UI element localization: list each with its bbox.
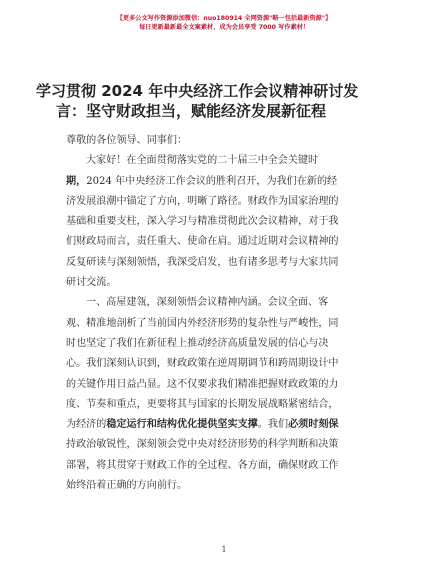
paragraph-2-line [66,415,382,435]
document-body [66,131,382,496]
paragraph-2-line: 时也坚定了我们在新征程上推动经济高质量发展的信心与决 [66,337,329,349]
paragraph-1-line: 基础和重要支柱，深入学习与精准贯彻此次会议精神，对于我 [66,216,339,228]
promo-banner [0,14,448,32]
paragraph-2-line: 的关键作用日益凸显。这不仅要求我们精准把握财政政策的力 [66,378,339,390]
paragraph-2-line: 持政治敏锐性，深刻领会党中央对经济形势的科学判断和决策 [66,439,339,451]
page-number: 1 [221,545,227,554]
paragraph-1-line: 大家好！在全面贯彻落实党的二十届三中全会关键时 [86,155,319,167]
document-title-line-1: 学习贯彻 2024 年中央经济工作会议精神研讨发 [36,82,359,100]
bold-text: 必须时刻保 [288,419,339,431]
paragraph-text: 。我们 [257,419,289,431]
paragraph-text: 为经济的 [66,419,107,431]
paragraph-1-line: 反复研读与深刻领悟，我深受启发，也有诸多思考与大家共同 [66,256,339,268]
paragraph-text: 2024 年中央经济工作会议的胜利召开，为我们在新的经 [86,175,338,187]
paragraph-1-line [66,172,382,192]
promo-banner-line-2: 每日更新最新最全文案素材，成为会员享受 7000 写作素材！ [138,24,310,31]
bold-text: 期， [66,175,87,187]
salutation: 尊敬的各位领导、同事们： [66,135,188,146]
paragraph-2-line: 度、节奏和重点，更要将其与国家的长期发展战略紧密结合， [66,398,339,410]
promo-banner-line-1: 【更多公文写作资源添加微信：nuo180914 全网资源"略一包括最新资源"】 [116,15,332,22]
paragraph-2-line: 心。我们深刻认识到，财政政策在逆周期调节和跨周期设计中 [66,358,339,370]
bold-text: 稳定运行和结构优化提供坚实支撑 [106,419,258,431]
paragraph-2-line: 始终沿着正确的方向前行。 [66,480,188,492]
document-title-line-2: 言：坚守财政担当，赋能经济发展新征程 [56,102,327,120]
paragraph-2-line: 观、精准地剖析了当前国内外经济形势的复杂性与严峻性，同 [66,317,339,329]
paragraph-2-line: 一、高屋建瓴，深刻领悟会议精神内涵。会议全面、客 [86,297,329,309]
paragraph-1-line: 们财政局而言，责任重大、使命在肩。通过近期对会议精神的 [66,236,339,248]
paragraph-1-line: 研讨交流。 [66,277,117,289]
paragraph-1-line: 济发展浪潮中锚定了方向，明晰了路径。财政作为国家治理的 [66,195,339,207]
paragraph-2-line: 部署，将其贯穿于财政工作的全过程、各方面，确保财政工作 [66,459,339,471]
document-title [36,81,412,121]
